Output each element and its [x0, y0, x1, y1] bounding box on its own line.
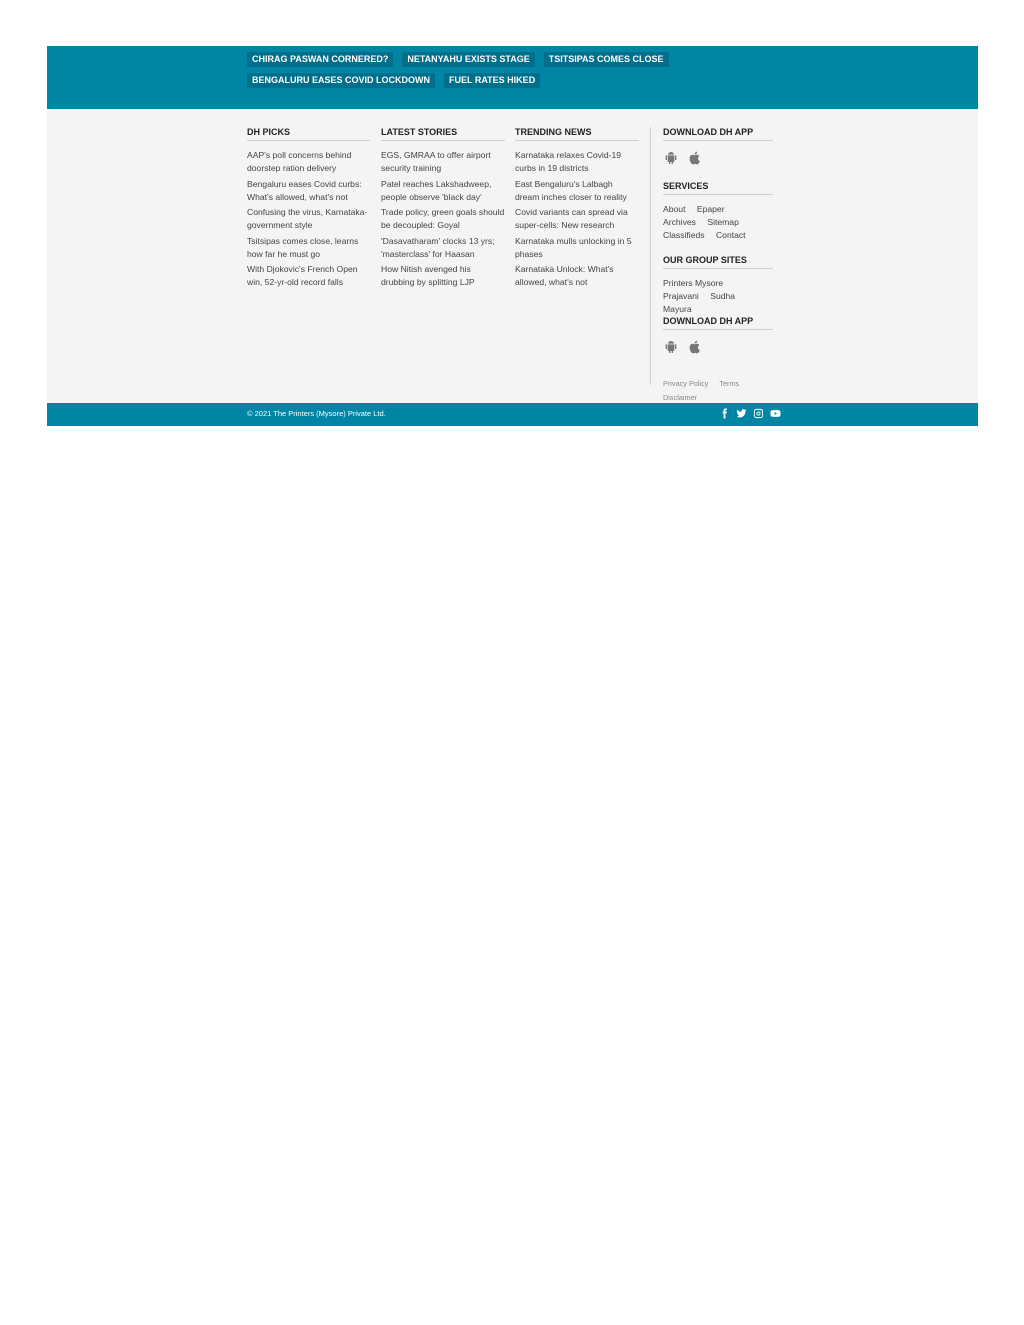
- latest-story-link[interactable]: Patel reaches Lakshadweep, people observe 'black day': [381, 178, 492, 202]
- tag-link[interactable]: TSITSIPAS COMES CLOSE: [544, 52, 669, 67]
- group-sites-title: OUR GROUP SITES: [663, 255, 773, 269]
- latest-stories-title: LATEST STORIES: [381, 127, 505, 141]
- dh-picks-column: [247, 127, 370, 292]
- apple-icon[interactable]: [687, 150, 703, 166]
- trending-tags: [247, 52, 687, 94]
- footer: [47, 109, 978, 403]
- instagram-icon[interactable]: [753, 408, 764, 419]
- right-column: [663, 127, 773, 405]
- youtube-icon[interactable]: [770, 408, 781, 419]
- latest-story-link[interactable]: How Nitish avenged his drubbing by splitting LJP: [381, 264, 475, 287]
- service-link-epaper[interactable]: Epaper: [696, 204, 725, 214]
- services-links: [663, 203, 773, 242]
- trending-tags-bar: [47, 46, 978, 109]
- group-site-sudha[interactable]: Sudha: [710, 291, 736, 301]
- service-link-about[interactable]: About: [663, 204, 686, 214]
- tag-row-2: [247, 73, 687, 94]
- trending-news-link[interactable]: Karnataka relaxes Covid-19 curbs in 19 districts: [515, 150, 622, 173]
- group-site-printers-mysore[interactable]: Printers Mysore: [663, 278, 724, 288]
- privacy-policy-link[interactable]: Privacy Policy: [663, 379, 709, 388]
- service-link-sitemap[interactable]: Sitemap: [707, 217, 739, 227]
- trending-news-link[interactable]: Covid variants can spread via super-cells: New research: [515, 207, 628, 230]
- facebook-icon[interactable]: [719, 408, 730, 419]
- tag-link[interactable]: CHIRAG PASWAN CORNERED?: [247, 52, 393, 67]
- download-app-title-2: DOWNLOAD DH APP: [663, 316, 773, 330]
- trending-news-link[interactable]: Karnataka Unlock: What's allowed, what's not: [515, 264, 614, 287]
- tag-link[interactable]: FUEL RATES HIKED: [444, 73, 540, 88]
- latest-stories-column: [381, 127, 505, 292]
- trending-news-link[interactable]: Karnataka mulls unlocking in 5 phases: [515, 235, 632, 259]
- service-link-classifieds[interactable]: Classifieds: [663, 230, 705, 240]
- trending-news-link[interactable]: East Bengaluru's Lalbagh dream inches closer to reality: [515, 178, 627, 202]
- apple-icon[interactable]: [687, 339, 703, 355]
- services-title: SERVICES: [663, 181, 773, 195]
- dh-picks-link[interactable]: Tsitsipas comes close, learns how far he must go: [247, 235, 359, 259]
- android-icon[interactable]: [663, 339, 679, 355]
- copyright-text: © 2021 The Printers (Mysore) Private Ltd.: [247, 409, 386, 418]
- app-icons-2: [663, 337, 773, 357]
- dh-picks-link[interactable]: AAP's poll concerns behind doorstep ration delivery: [247, 150, 352, 173]
- group-site-prajavani[interactable]: Prajavani: [663, 291, 699, 301]
- bottom-bar: [47, 403, 978, 426]
- twitter-icon[interactable]: [736, 408, 747, 419]
- group-sites-links: [663, 277, 773, 316]
- latest-story-link[interactable]: EGS, GMRAA to offer airport security training: [381, 150, 491, 173]
- download-app-title: DOWNLOAD DH APP: [663, 127, 773, 141]
- terms-link[interactable]: Terms: [719, 379, 740, 388]
- app-icons: [663, 148, 773, 168]
- dh-picks-link[interactable]: With Djokovic's French Open win, 52-yr-old record falls: [247, 264, 358, 287]
- dh-picks-link[interactable]: Bengaluru eases Covid curbs: What's allowed, what's not: [247, 178, 362, 202]
- tag-link[interactable]: NETANYAHU EXISTS STAGE: [402, 52, 534, 67]
- tag-link[interactable]: BENGALURU EASES COVID LOCKDOWN: [247, 73, 435, 88]
- legal-links: [663, 377, 773, 405]
- group-site-mayura[interactable]: Mayura: [663, 304, 692, 314]
- latest-story-link[interactable]: Trade policy, green goals should be decoupled: Goyal: [381, 207, 505, 230]
- disclaimer-link[interactable]: Disclaimer: [663, 393, 698, 402]
- trending-news-column: [515, 127, 639, 292]
- dh-picks-title: DH PICKS: [247, 127, 370, 141]
- tag-row-1: [247, 52, 687, 73]
- service-link-archives[interactable]: Archives: [663, 217, 696, 227]
- social-icons: [719, 408, 781, 419]
- service-link-contact[interactable]: Contact: [715, 230, 746, 240]
- dh-picks-link[interactable]: Confusing the virus, Karnataka-government style: [247, 207, 368, 230]
- latest-story-link[interactable]: 'Dasavatharam' clocks 13 yrs; 'masterclass' for Haasan: [381, 235, 495, 259]
- trending-news-title: TRENDING NEWS: [515, 127, 639, 141]
- android-icon[interactable]: [663, 150, 679, 166]
- column-divider: [650, 127, 651, 385]
